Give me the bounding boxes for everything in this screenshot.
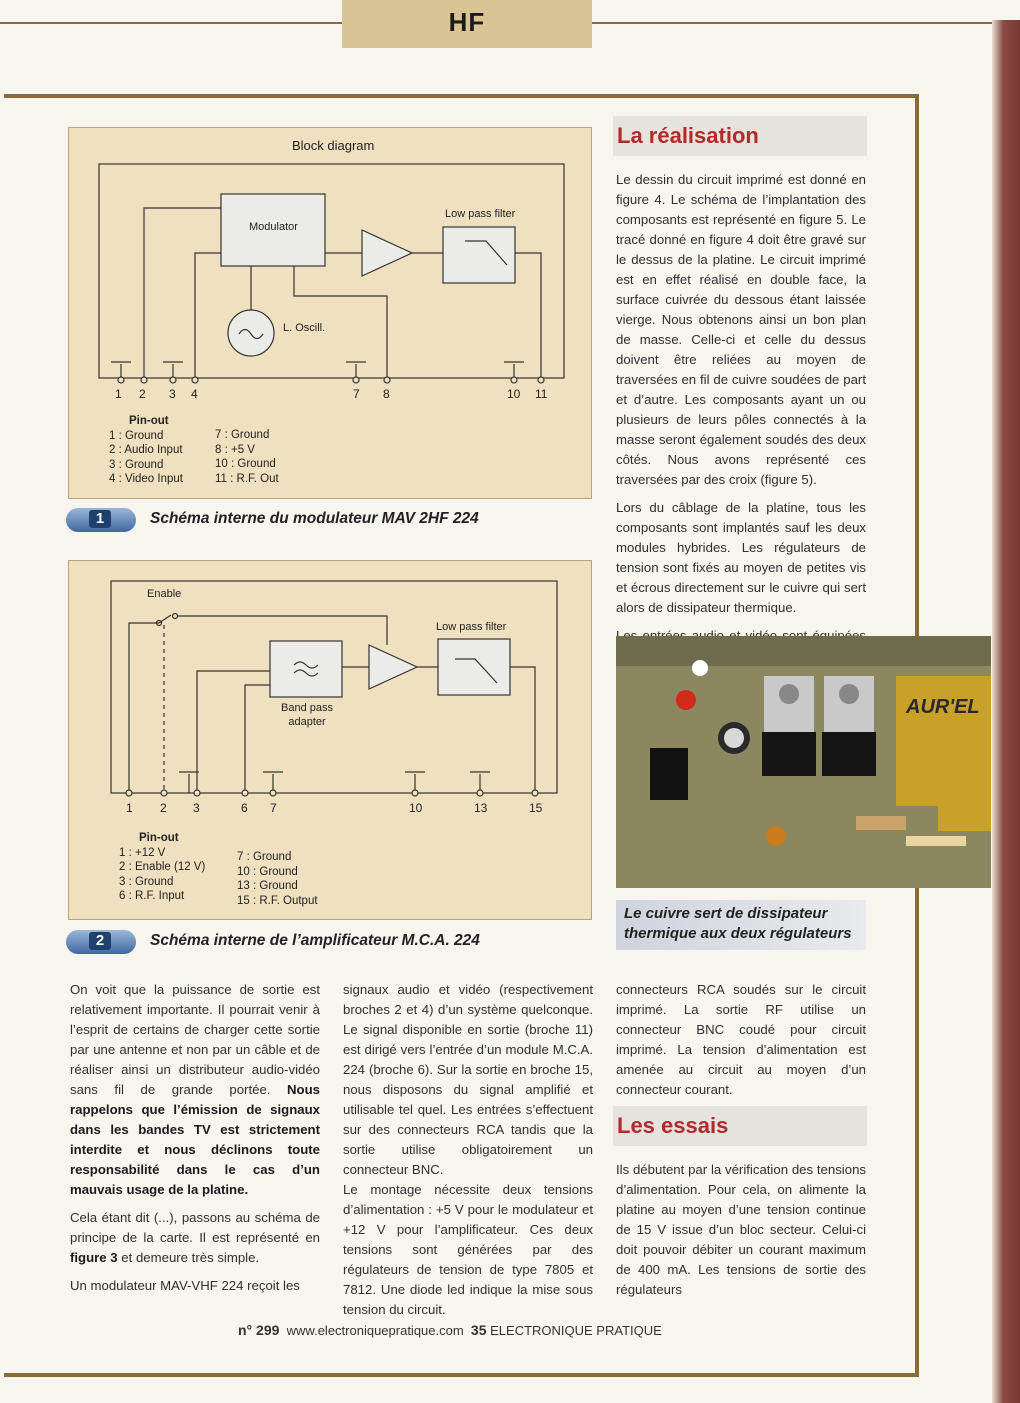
figure-1-number: 1: [89, 510, 111, 528]
oscillator-label: L. Oscill.: [283, 322, 326, 334]
pinout-entry: 10 : Ground: [215, 458, 276, 470]
pinout-left: [109, 414, 183, 487]
paragraph: Le dessin du circuit imprimé est donné en figure 4. Le schéma de l’implantation des composants est représenté en figure 5. Le tracé donné en figure 4 doit être gravé sur le dessus de la platine. Le circuit imprimé est en effet réalisé en double face, la surface cuivrée du dessous étant laissée vierge. Nous obtenons ainsi un bon plan de masse. Celle-ci et celle du dessus doivent être reliées au moyen de traversées en fil de cuivre soudées de part et d’autre. Les composants ayant un ou plusieurs de leurs pôles connectés à la masse seront également soudés des deux côtés. Nous avons représenté ces traversées par des croix (figure 5).: [616, 172, 866, 487]
page-footer: [238, 1322, 662, 1338]
paragraph: Ils débutent par la vérification des tensions d’alimentation. Pour cela, on alimente la platine au moyen d’une tension continue de 15 V issue d’un bloc secteur. Celui-ci doit pouvoir débiter un courant maximum de 400 mA. Les tensions de sortie des régulateurs: [616, 1162, 866, 1297]
pin-number: 6: [241, 801, 248, 815]
pinout-entry: 2 : Enable (12 V): [119, 861, 206, 873]
low-pass-filter-label: Low pass filter: [436, 621, 507, 633]
figure-1-caption: Schéma interne du modulateur MAV 2HF 224: [150, 510, 479, 527]
circuit-board-photo: [616, 636, 991, 888]
section-title-realisation: La réalisation: [613, 116, 867, 156]
low-pass-filter-label: Low pass filter: [445, 208, 516, 220]
pin-number: 7: [270, 801, 277, 815]
pin-number: 8: [383, 387, 390, 401]
magazine-name: ELECTRONIQUE PRATIQUE: [490, 1323, 662, 1338]
column-3-text: [616, 980, 866, 1108]
pinout-entry: 4 : Video Input: [109, 473, 183, 485]
section-tag: HF: [342, 0, 592, 48]
hybrid-module-marking: AUR'EL: [906, 696, 980, 718]
pinout-entry: 13 : Ground: [237, 880, 298, 892]
paragraph: signaux audio et vidéo (respectivement broches 2 et 4) d’un système quelconque. Le signal disponible en sortie (broche 11) est dirigé vers l’entrée d’un module M.C.A. 224 (broche 6). Sur la sortie en broche 15, nous disposons du signal amplifié et utilisable tel quel. Les entrées s’effectuent sur des connecteurs RCA tandis que la sortie utilise obligatoirement un connecteur BNC.: [343, 982, 593, 1177]
realisation-text: [616, 170, 866, 674]
pin-number: 3: [169, 387, 176, 401]
paragraph: [70, 980, 320, 1200]
figure-1-number-badge: [66, 508, 136, 532]
pin-number: 11: [535, 387, 548, 401]
pin-number: 2: [160, 801, 167, 815]
figure-2-number: 2: [89, 932, 111, 950]
pin-number: 2: [139, 387, 146, 401]
figure-1-block-diagram: [68, 127, 592, 499]
pinout-entry: 1 : +12 V: [119, 846, 166, 859]
header-rule-left: [0, 22, 342, 24]
pinout-right: [237, 850, 318, 908]
pinout-entry: 3 : Ground: [109, 458, 164, 471]
modulator-label: Modulator: [249, 221, 298, 233]
figure-2-caption: Schéma interne de l’amplificateur M.C.A. 224: [150, 932, 480, 949]
figure-2-number-badge: [66, 930, 136, 954]
pinout-entry: 10 : Ground: [237, 865, 298, 878]
pin-number: 13: [474, 801, 488, 815]
pin-number: 1: [115, 387, 122, 401]
essais-text: [616, 1160, 866, 1308]
paragraph: [70, 1208, 320, 1268]
paragraph: Le montage nécessite deux tensions d’alimentation : +5 V pour le modulateur et +12 V pour l’amplificateur. Ces deux tensions sont générées par des régulateurs de tension de type 7805 et 7812. Une diode led indique la mise sous tension du circuit.: [343, 1182, 593, 1317]
pin-number: 10: [409, 801, 423, 815]
page-edge-binding: [992, 20, 1020, 1403]
photo-caption: Le cuivre sert de dissipateur thermique aux deux régulateurs: [616, 900, 866, 950]
pinout-entry: 3 : Ground: [119, 875, 174, 888]
figure-1-title: Block diagram: [292, 138, 375, 153]
pin-number: 15: [529, 801, 543, 815]
column-2-text: [343, 980, 593, 1328]
pinout-entry: 11 : R.F. Out: [215, 472, 279, 485]
paragraph: Lors du câblage de la platine, tous les composants sont implantés sauf les deux modules hybrides. Les régulateurs de tension sont fixés au moyen de petites vis et écrous directement sur le cuivre qui sert alors de dissipateur thermique.: [616, 500, 866, 615]
pin-number: 10: [507, 387, 521, 401]
pinout-entry: 2 : Audio Input: [109, 444, 183, 456]
pinout-right: [215, 428, 279, 486]
pinout-entry: 15 : R.F. Output: [237, 894, 318, 907]
pinout-left: [119, 831, 205, 904]
enable-label: Enable: [147, 588, 182, 600]
pinout-entry: 7 : Ground: [215, 429, 270, 441]
pin-number: 7: [353, 387, 360, 401]
section-title-essais: Les essais: [613, 1106, 867, 1146]
pinout-entry: 8 : +5 V: [215, 443, 255, 456]
figure-2-block-diagram: [68, 560, 592, 920]
paragraph: connecteurs RCA soudés sur le circuit imprimé. La sortie RF utilise un connecteur BNC coudé pour circuit imprimé. La tension d’alimentation est amenée au circuit au moyen d’un connecteur courant.: [616, 982, 866, 1097]
pinout-heading: Pin-out: [139, 832, 179, 844]
website-link[interactable]: www.electroniquepratique.com: [286, 1323, 464, 1338]
pinout-entry: 7 : Ground: [237, 851, 292, 863]
column-1-text: [70, 980, 320, 1304]
pinout-entry: 6 : R.F. Input: [119, 890, 185, 902]
paragraph: Un modulateur MAV-VHF 224 reçoit les: [70, 1278, 300, 1293]
pin-number: 3: [193, 801, 200, 815]
text-run: et demeure très simple.: [117, 1250, 260, 1265]
issue-number: n° 299: [238, 1322, 280, 1338]
pin-number: 4: [191, 387, 198, 401]
header-rule-right: [592, 22, 992, 24]
text-run: Cela étant dit (...), passons au schéma de principe de la carte. Il est représenté en: [70, 1210, 320, 1245]
pinout-entry: 1 : Ground: [109, 429, 164, 442]
figure-reference: figure 3: [70, 1250, 118, 1265]
text-run: On voit que la puissance de sortie est relativement importante. Il pourrait venir à l’esprit de certains de charger cette sortie par une antenne et non par un câble et de réaliser ainsi un distributeur audio-vidéo sans fil de grande portée.: [70, 982, 320, 1097]
page-number: 35: [470, 1322, 487, 1338]
warning-text: Nous rappelons que l’émission de signaux dans les bandes TV est strictement interdite et nous déclinons toute responsabilité dans le cas d’un mauvais usage de la platine.: [70, 1082, 320, 1197]
pinout-heading: Pin-out: [129, 415, 169, 427]
pin-number: 1: [126, 801, 133, 815]
band-pass-adapter-label: Band pass adapter: [281, 702, 333, 728]
circuit-board-illustration: [616, 636, 991, 888]
